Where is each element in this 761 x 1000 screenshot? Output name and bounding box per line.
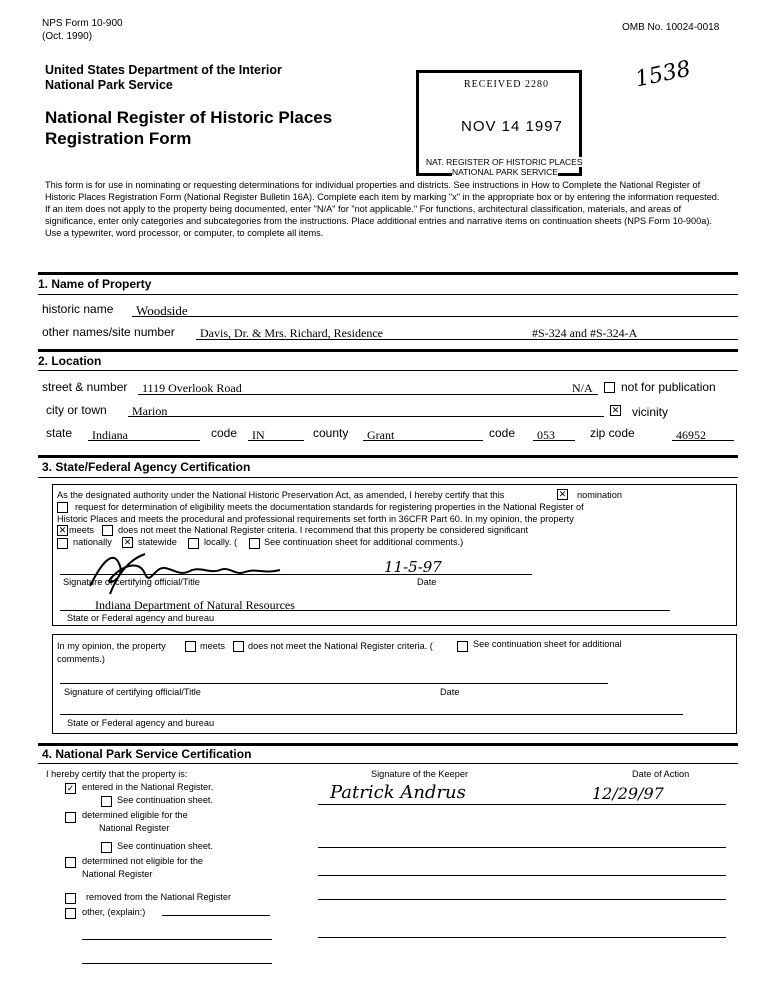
- cert-agency-label: State or Federal agency and bureau: [67, 613, 215, 623]
- eligible-label-2: National Register: [99, 823, 170, 833]
- not-eligible-checkbox[interactable]: [65, 857, 76, 868]
- cert-date-label: Date: [417, 577, 437, 587]
- nfp-checkbox[interactable]: [604, 382, 615, 393]
- section4-underline: [38, 763, 738, 764]
- other-names-line: [196, 339, 738, 340]
- opinion-agency-label: State or Federal agency and bureau: [67, 718, 215, 728]
- county-line: [363, 440, 483, 441]
- nfp-label: not for publication: [621, 380, 716, 394]
- form-number: NPS Form 10-900: [42, 18, 123, 29]
- keeper-line-2: [318, 847, 726, 848]
- section1-underline: [38, 294, 738, 295]
- stamp-date: NOV 14 1997: [461, 118, 563, 135]
- other-names-label: other names/site number: [42, 325, 175, 339]
- opinion-comments-label: comments.): [57, 654, 105, 664]
- handwritten-reference: 1538: [633, 56, 693, 93]
- keeper-signature-line: [318, 804, 726, 805]
- removed-label: removed from the National Register: [86, 892, 232, 902]
- not-eligible-label-2: National Register: [82, 869, 153, 879]
- zip-line: [672, 440, 734, 441]
- street-line: [138, 394, 598, 395]
- not-meet-checkbox[interactable]: [102, 525, 113, 536]
- cert-agency-line: [60, 610, 670, 611]
- county-code-value[interactable]: 053: [537, 428, 555, 442]
- cert-signature-label: Signature of certifying official/Title: [63, 577, 200, 587]
- opinion-agency-line: [60, 714, 683, 715]
- statewide-checkbox[interactable]: ✕: [123, 537, 132, 547]
- stamp-received: RECEIVED 2280: [464, 79, 549, 90]
- opinion-date-label: Date: [440, 687, 460, 697]
- state-line: [88, 440, 200, 441]
- other-explain-line-2[interactable]: [82, 939, 272, 940]
- zip-value[interactable]: 46952: [676, 428, 706, 442]
- street-value[interactable]: 1119 Overlook Road: [142, 381, 242, 395]
- agency-line1: United States Department of the Interior: [45, 63, 282, 77]
- agency-line2: National Park Service: [45, 78, 173, 92]
- section2-underline: [38, 370, 738, 371]
- nationally-label: nationally: [73, 537, 112, 547]
- certifying-signature: [85, 546, 295, 596]
- historic-name-line: [132, 316, 738, 317]
- site-number-value[interactable]: #S-324 and #S-324-A: [532, 326, 638, 340]
- entered-continuation-label: See continuation sheet.: [117, 795, 214, 805]
- section1-rule: [38, 272, 738, 275]
- cert-line1: As the designated authority under the National Historic Preservation Act, as amended, I hereby certify that this: [57, 490, 505, 500]
- omb-number: OMB No. 10024-0018: [622, 22, 720, 33]
- keeper-signature[interactable]: Patrick Andrus: [330, 782, 466, 803]
- locally-label: locally. (: [204, 537, 238, 547]
- section2-rule: [38, 349, 738, 352]
- opinion-signature-label: Signature of certifying official/Title: [64, 687, 201, 697]
- other-explain-line[interactable]: [162, 915, 270, 916]
- section2-title: 2. Location: [38, 354, 102, 368]
- county-code-label: code: [489, 426, 516, 440]
- section3-underline: [38, 477, 738, 478]
- state-code-line: [248, 440, 304, 441]
- opinion-signature-line: [60, 683, 608, 684]
- zip-label: zip code: [590, 426, 635, 440]
- cert-line3: Historic Places and meets the procedural and professional requirements set forth in 36CFR Part 60. In my opinion, the property: [57, 514, 574, 524]
- historic-name-label: historic name: [42, 302, 114, 316]
- state-code-value[interactable]: IN: [252, 428, 265, 442]
- statewide-label: statewide: [138, 537, 177, 547]
- section4-rule: [38, 743, 738, 746]
- cert-date-value[interactable]: 11-5-97: [384, 558, 442, 576]
- city-label: city or town: [46, 403, 107, 417]
- nomination-checkbox[interactable]: ✕: [558, 489, 567, 499]
- date-of-action-label: Date of Action: [632, 769, 690, 779]
- cert-signature-line: [60, 574, 532, 575]
- opinion-meets-label: meets: [200, 641, 226, 651]
- nfp-value[interactable]: N/A: [572, 381, 593, 395]
- not-eligible-label: determined not eligible for the: [82, 856, 204, 866]
- section3-title: 3. State/Federal Agency Certification: [42, 460, 251, 474]
- other-explain-line-3[interactable]: [82, 963, 272, 964]
- entered-continuation-checkbox[interactable]: [101, 796, 112, 807]
- form-title-line2: Registration Form: [45, 129, 192, 148]
- other-checkbox[interactable]: [65, 908, 76, 919]
- keeper-line-3: [318, 875, 726, 876]
- other-names-value[interactable]: Davis, Dr. & Mrs. Richard, Residence: [200, 326, 383, 340]
- section1-title: 1. Name of Property: [38, 277, 152, 291]
- nomination-label: nomination: [577, 490, 622, 500]
- keeper-line-4: [318, 899, 726, 900]
- opinion-continuation-label: See continuation sheet for additional: [473, 639, 622, 649]
- stamp-nps: NATIONAL PARK SERVICE: [452, 167, 558, 177]
- form-title-line1: National Register of Historic Places: [45, 108, 333, 127]
- city-value[interactable]: Marion: [132, 404, 168, 418]
- nps-intro: I hereby certify that the property is:: [46, 769, 188, 779]
- keeper-signature-label: Signature of the Keeper: [371, 769, 469, 779]
- city-line: [128, 416, 604, 417]
- state-value[interactable]: Indiana: [92, 428, 128, 442]
- request-checkbox[interactable]: [57, 502, 68, 513]
- street-label: street & number: [42, 380, 128, 394]
- eligible-continuation-label: See continuation sheet.: [117, 841, 214, 851]
- opinion-not-meet-label: does not meet the National Register criteria. (: [248, 641, 433, 651]
- entered-checkbox[interactable]: ✓: [66, 783, 75, 793]
- cert-agency-value[interactable]: Indiana Department of Natural Resources: [95, 598, 295, 612]
- county-code-line: [533, 440, 575, 441]
- section4-title: 4. National Park Service Certification: [42, 747, 252, 761]
- cert-line2: request for determination of eligibility meets the documentation standards for registering properties in the National Register of: [75, 502, 584, 512]
- eligible-continuation-checkbox[interactable]: [101, 842, 112, 853]
- county-label: county: [313, 426, 349, 440]
- other-label: other, (explain:): [82, 907, 146, 917]
- entered-label: entered in the National Register.: [82, 782, 214, 792]
- opinion-not-meet-checkbox[interactable]: [233, 641, 244, 652]
- not-meet-label: does not meet the National Register criteria. I recommend that this property be considered significant: [118, 525, 529, 535]
- date-of-action-value[interactable]: 12/29/97: [592, 784, 664, 803]
- removed-checkbox[interactable]: [65, 893, 76, 904]
- stamp-register: NAT. REGISTER OF HISTORIC PLACES: [426, 157, 583, 167]
- opinion-continuation-checkbox[interactable]: [457, 641, 468, 652]
- state-label: state: [46, 426, 73, 440]
- nationally-checkbox[interactable]: [57, 538, 68, 549]
- keeper-line-5: [318, 937, 726, 938]
- meets-checkbox[interactable]: ✕: [58, 525, 67, 535]
- eligible-label: determined eligible for the: [82, 810, 188, 820]
- form-date: (Oct. 1990): [42, 31, 93, 42]
- opinion-text: In my opinion, the property: [57, 641, 166, 651]
- vicinity-checkbox[interactable]: ✕: [611, 405, 620, 415]
- vicinity-label: vicinity: [632, 405, 669, 419]
- county-value[interactable]: Grant: [367, 428, 395, 442]
- meets-label: meets: [69, 525, 95, 535]
- historic-name-value[interactable]: Woodside: [136, 303, 188, 318]
- state-code-label: code: [211, 426, 238, 440]
- opinion-meets-checkbox[interactable]: [185, 641, 196, 652]
- intro-paragraph: This form is for use in nominating or requesting determinations for individual properties and districts. See instructions in How to Complete the National Register of Historic Places Registration Form (National Register Bulletin 16A). Complete each item by marking "x" in the appropriate box or by entering the information requested. If an item does not apply to the property being documented, enter "N/A" for "not applicable." For functions, architectural classification, materials, and areas of significance, enter only categories and subcategories from the instructions. Place additional entries and narrative items on continuation sheets (NPS Form 10-900a). Use a typewriter, word processor, or computer, to complete all items.: [45, 180, 720, 238]
- section3-rule: [38, 455, 738, 458]
- eligible-checkbox[interactable]: [65, 812, 76, 823]
- continuation-label: See continuation sheet for additional comments.): [264, 537, 464, 547]
